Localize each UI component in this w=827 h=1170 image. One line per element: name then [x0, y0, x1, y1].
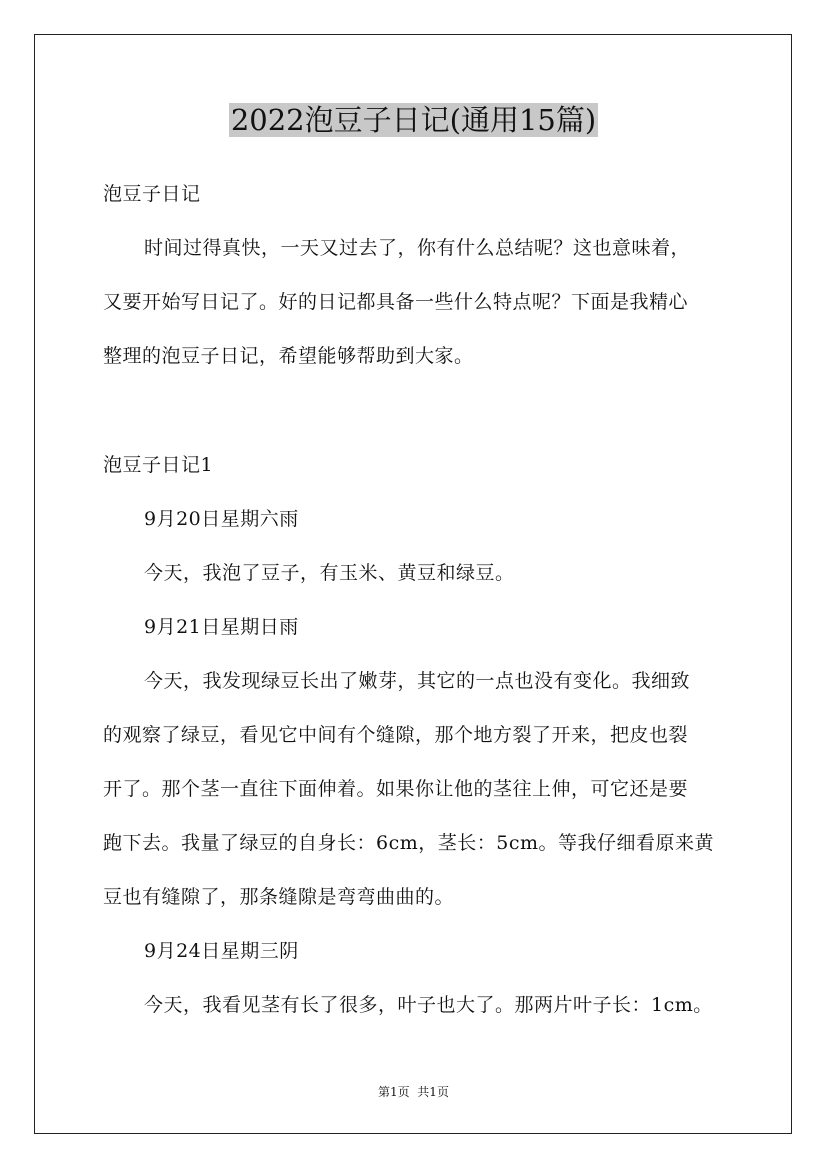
entry-date: 9月24日星期三阴 [144, 940, 299, 962]
document-title: 2022泡豆子日记(通用15篇) [230, 103, 597, 137]
entry-date: 9月21日星期日雨 [144, 616, 299, 638]
intro-line: 又要开始写日记了。好的日记都具备一些什么特点呢？下面是我精心 [103, 291, 689, 313]
entry-line: 的观察了绿豆，看见它中间有个缝隙，那个地方裂了开来，把皮也裂 [103, 724, 689, 746]
entry-line: 开了。那个茎一直往下面伸着。如果你让他的茎往上伸，可它还是要 [103, 778, 689, 800]
entry-line: 今天，我泡了豆子，有玉米、黄豆和绿豆。 [144, 562, 515, 584]
entry-line: 今天，我发现绿豆长出了嫩芽，其它的一点也没有变化。我细致 [144, 670, 691, 692]
page-footer: 第1页 共1页 [378, 1085, 449, 1099]
intro-line: 整理的泡豆子日记，希望能够帮助到大家。 [103, 345, 474, 367]
entry-line: 跑下去。我量了绿豆的自身长：6cm，茎长：5cm。等我仔细看原来黄 [103, 832, 714, 854]
entry-line: 豆也有缝隙了，那条缝隙是弯弯曲曲的。 [103, 886, 455, 908]
entry-line: 今天，我看见茎有长了很多，叶子也大了。那两片叶子长：1cm。 [144, 994, 713, 1016]
intro-line: 时间过得真快，一天又过去了，你有什么总结呢？这也意味着， [144, 237, 691, 259]
section-heading: 泡豆子日记 [103, 183, 201, 205]
entry-date: 9月20日星期六雨 [144, 508, 299, 530]
entry-heading: 泡豆子日记1 [103, 454, 214, 476]
